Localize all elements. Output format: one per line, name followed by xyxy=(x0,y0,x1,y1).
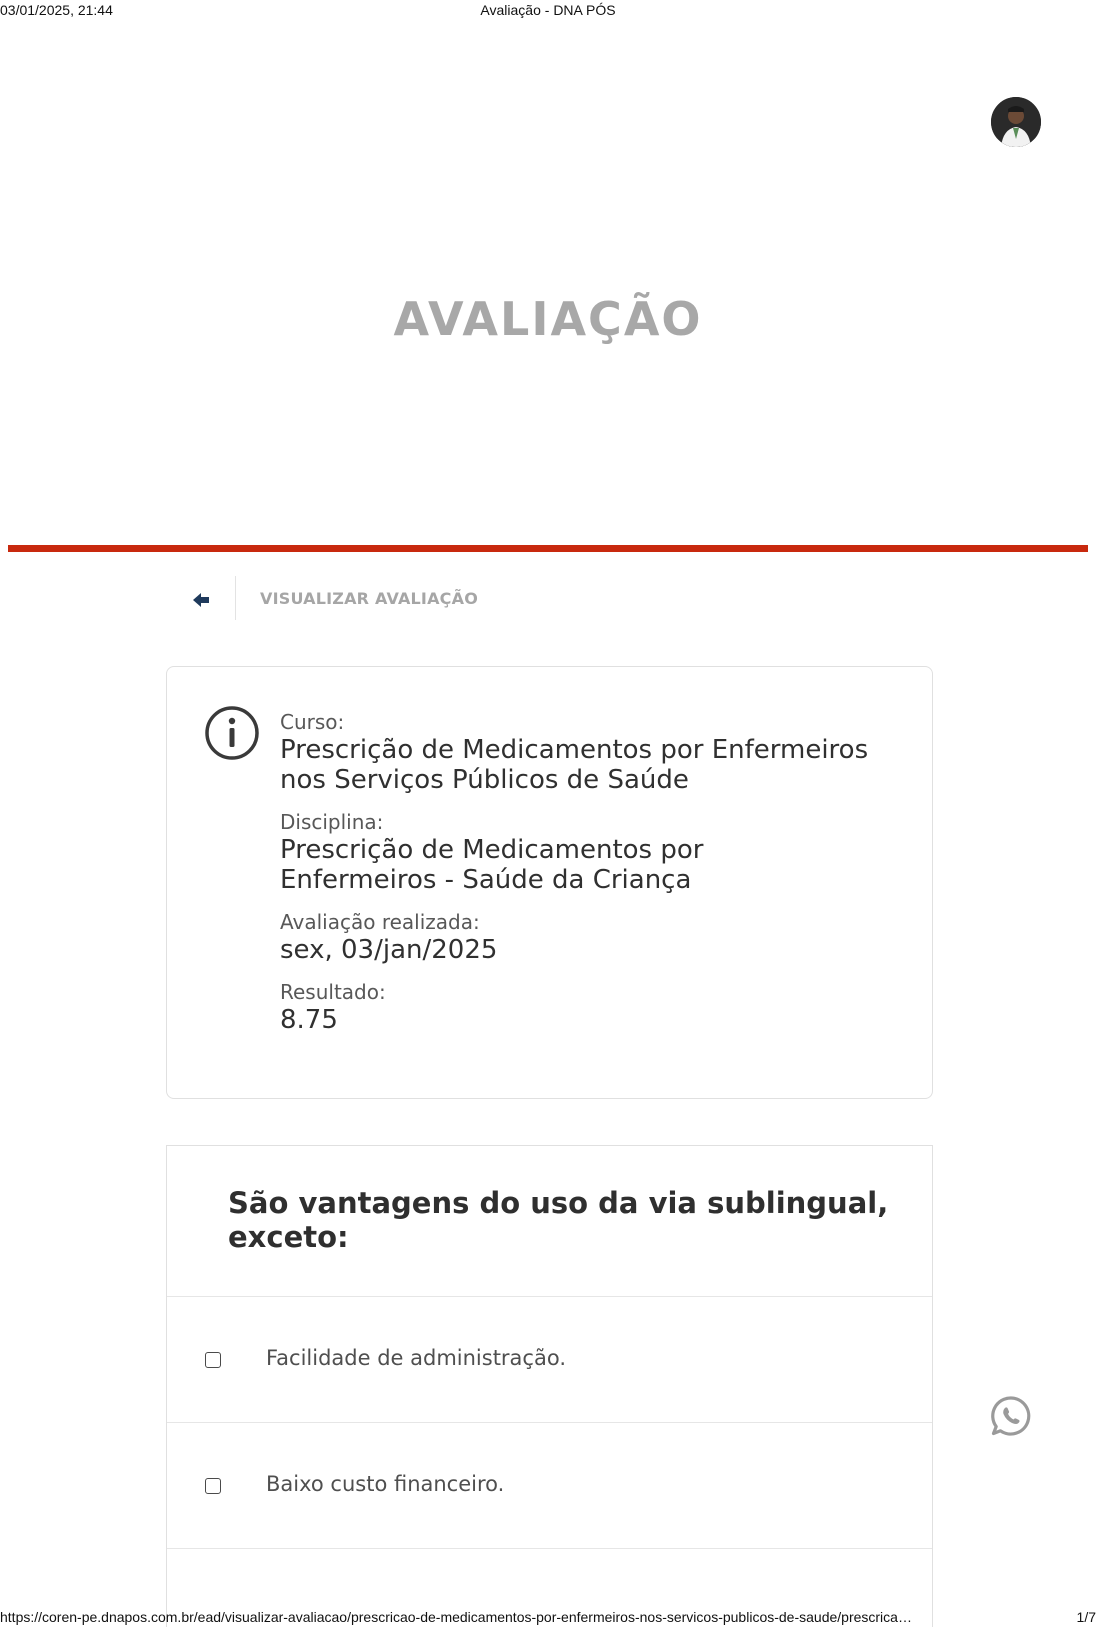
option-checkbox[interactable] xyxy=(205,1478,221,1494)
user-avatar-image xyxy=(991,97,1041,147)
print-timestamp: 03/01/2025, 21:44 xyxy=(0,2,113,18)
print-header xyxy=(0,0,1096,22)
realizada-value: sex, 03/jan/2025 xyxy=(280,935,498,965)
resultado-value: 8.75 xyxy=(280,1005,338,1035)
curso-label: Curso: xyxy=(280,710,345,734)
answer-option[interactable] xyxy=(167,1297,932,1423)
evaluation-info-card xyxy=(166,666,933,1099)
realizada-label: Avaliação realizada: xyxy=(280,910,480,934)
question-title: São vantagens do uso da via sublingual, exceto: xyxy=(228,1186,889,1254)
arrow-left-icon xyxy=(193,593,209,607)
print-footer xyxy=(0,1607,1096,1627)
page-hero-title: AVALIAÇÃO xyxy=(393,292,703,346)
print-url: https://coren-pe.dnapos.com.br/ead/visualizar-avaliacao/prescricao-de-medicamentos-por-enfermeiros-nos-servicos-publicos-de-saude/prescrica… xyxy=(0,1609,912,1625)
info-circle-icon xyxy=(203,704,261,762)
option-label: Baixo custo financeiro. xyxy=(266,1472,505,1496)
print-page-number: 1/7 xyxy=(1076,1609,1096,1625)
option-checkbox[interactable] xyxy=(205,1352,221,1368)
question-header xyxy=(167,1146,932,1297)
whatsapp-icon[interactable] xyxy=(989,1394,1033,1438)
print-page-title: Avaliação - DNA PÓS xyxy=(480,2,616,18)
header-divider xyxy=(235,576,236,620)
page-subtitle: VISUALIZAR AVALIAÇÃO xyxy=(260,589,478,608)
back-button[interactable] xyxy=(186,588,216,612)
accent-divider xyxy=(8,545,1088,552)
avatar[interactable] xyxy=(991,97,1041,147)
disciplina-label: Disciplina: xyxy=(280,810,384,834)
resultado-label: Resultado: xyxy=(280,980,386,1004)
info-body xyxy=(280,709,910,1035)
curso-value: Prescrição de Medicamentos por Enfermeiros nos Serviços Públicos de Saúde xyxy=(280,735,869,795)
answer-option[interactable] xyxy=(167,1423,932,1549)
question-card xyxy=(166,1145,933,1627)
option-label: Facilidade de administração. xyxy=(266,1346,566,1370)
disciplina-value: Prescrição de Medicamentos por Enfermeiros - Saúde da Criança xyxy=(280,835,704,895)
